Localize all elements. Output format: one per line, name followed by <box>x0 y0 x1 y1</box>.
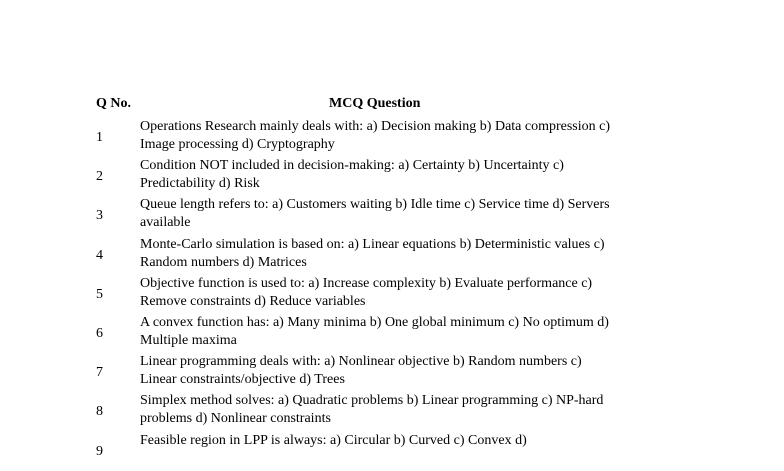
table-row <box>96 392 656 431</box>
question-number: 3 <box>96 208 103 224</box>
table-row <box>96 314 656 353</box>
table-row <box>96 353 656 392</box>
column-header-question: MCQ Question <box>329 96 421 111</box>
table-row <box>96 118 656 157</box>
table-row <box>96 432 656 471</box>
table-header <box>96 96 636 114</box>
question-text: Queue length refers to: a) Customers waiting b) Idle time c) Service time d) Servers available <box>140 197 610 231</box>
question-number: 4 <box>96 247 103 263</box>
question-number: 1 <box>96 130 103 145</box>
question-text: Linear programming deals with: a) Nonlinear objective b) Random numbers c) Linear constraints/objective d) Trees <box>140 354 582 388</box>
question-table <box>96 118 656 471</box>
column-header-qno: Q No. <box>96 96 131 111</box>
question-text: Feasible region in LPP is always: a) Circular b) Curved c) Convex d) <box>140 432 527 448</box>
question-number: 7 <box>96 365 103 381</box>
table-row <box>96 196 656 235</box>
table-row <box>96 157 656 196</box>
question-text: Operations Research mainly deals with: a) Decision making b) Data compression c) Image processing d) Cryptography <box>140 119 611 152</box>
table-row <box>96 275 656 314</box>
question-number: 6 <box>96 325 103 341</box>
question-text: A convex function has: a) Many minima b) One global minimum c) No optimum d) Multiple maxima <box>140 314 609 348</box>
question-number: 2 <box>96 169 103 185</box>
question-number: 5 <box>96 286 103 302</box>
question-number: 8 <box>96 404 103 420</box>
question-text: Objective function is used to: a) Increase complexity b) Evaluate performance c) Remove constraints d) Reduce variables <box>140 275 593 309</box>
question-text: Simplex method solves: a) Quadratic problems b) Linear programming c) NP-hard problems d) Nonlinear constraints <box>140 393 604 427</box>
question-number: 9 <box>96 443 103 459</box>
question-text: Monte-Carlo simulation is based on: a) Linear equations b) Deterministic values c) Random numbers d) Matrices <box>140 236 605 270</box>
question-text: Condition NOT included in decision-making: a) Certainty b) Uncertainty c) Predictability d) Risk <box>140 158 564 192</box>
table-row <box>96 236 656 275</box>
